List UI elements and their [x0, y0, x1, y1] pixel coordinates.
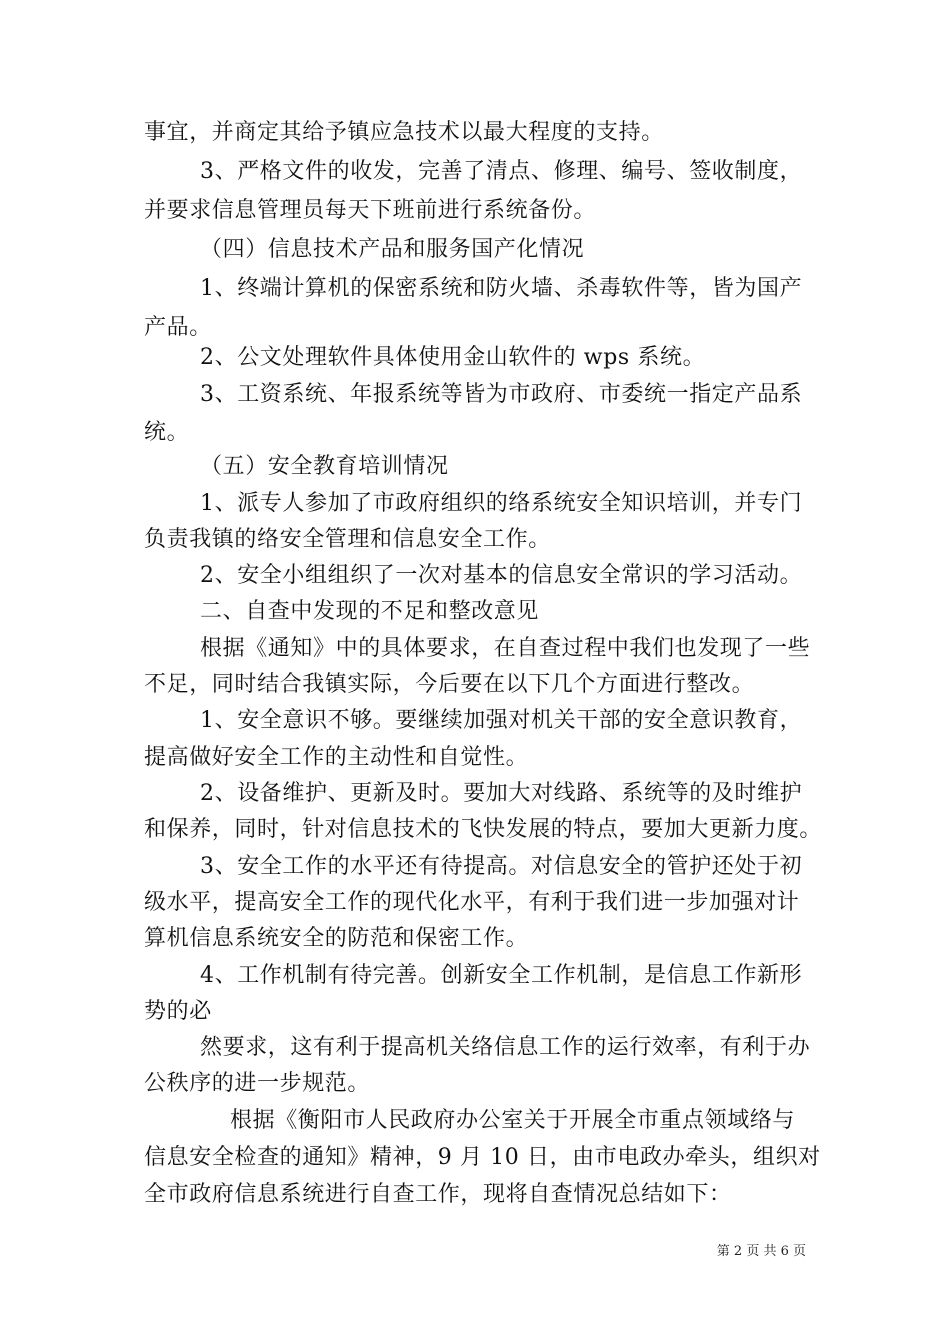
paragraph-line: 2、设备维护、更新及时。要加大对线路、系统等的及时维护 [200, 781, 803, 806]
paragraph-line: 4、工作机制有待完善。创新安全工作机制，是信息工作新形 [200, 963, 803, 988]
section-heading: （五）安全教育培训情况 [200, 454, 449, 479]
paragraph-line: 势的必 [144, 999, 212, 1024]
paragraph-line: 算机信息系统安全的防范和保密工作。 [144, 926, 529, 951]
paragraph-line: 然要求，这有利于提高机关络信息工作的运行效率，有利于办 [200, 1035, 811, 1060]
paragraph-line: 提高做好安全工作的主动性和自觉性。 [144, 745, 529, 770]
section-heading: 二、自查中发现的不足和整改意见 [200, 599, 540, 624]
paragraph-line: 3、安全工作的水平还有待提高。对信息安全的管护还处于初 [200, 854, 803, 879]
paragraph-line: 3、严格文件的收发，完善了清点、修理、编号、签收制度， [200, 159, 803, 184]
paragraph-line: 公秩序的进一步规范。 [144, 1071, 371, 1096]
paragraph-line: 1、安全意识不够。要继续加强对机关干部的安全意识教育， [200, 708, 803, 733]
paragraph-line: 统。 [144, 420, 190, 445]
paragraph-line: 级水平，提高安全工作的现代化水平，有利于我们进一步加强对计 [144, 890, 800, 915]
paragraph-line: 并要求信息管理员每天下班前进行系统备份。 [144, 198, 597, 223]
paragraph-line: 根据《通知》中的具体要求，在自查过程中我们也发现了一些 [200, 636, 811, 661]
paragraph-line: 信息安全检查的通知》精神，9 月 10 日，由市电政办牵头，组织对 [144, 1145, 821, 1170]
paragraph-line: 根据《衡阳市人民政府办公室关于开展全市重点领域络与 [230, 1108, 796, 1133]
paragraph-line: 1、终端计算机的保密系统和防火墙、杀毒软件等，皆为国产 [200, 276, 803, 301]
page-number: 第 2 页 共 6 页 [716, 1244, 806, 1259]
paragraph-line: 全市政府信息系统进行自查工作，现将自查情况总结如下： [144, 1182, 732, 1207]
paragraph-line: 1、派专人参加了市政府组织的络系统安全知识培训，并专门 [200, 491, 803, 516]
paragraph-line: 2、公文处理软件具体使用金山软件的 wps 系统。 [200, 345, 706, 370]
paragraph-line: 不足，同时结合我镇实际，今后要在以下几个方面进行整改。 [144, 672, 755, 697]
paragraph-line: 负责我镇的络安全管理和信息安全工作。 [144, 527, 551, 552]
paragraph-line: 3、工资系统、年报系统等皆为市政府、市委统一指定产品系 [200, 382, 803, 407]
paragraph-line: 事宜，并商定其给予镇应急技术以最大程度的支持。 [144, 120, 664, 145]
paragraph-line: 和保养，同时，针对信息技术的飞快发展的特点，要加大更新力度。 [144, 817, 823, 842]
paragraph-line: 2、安全小组组织了一次对基本的信息安全常识的学习活动。 [200, 563, 803, 588]
section-heading: （四）信息技术产品和服务国产化情况 [200, 237, 585, 262]
paragraph-line: 产品。 [144, 315, 212, 340]
